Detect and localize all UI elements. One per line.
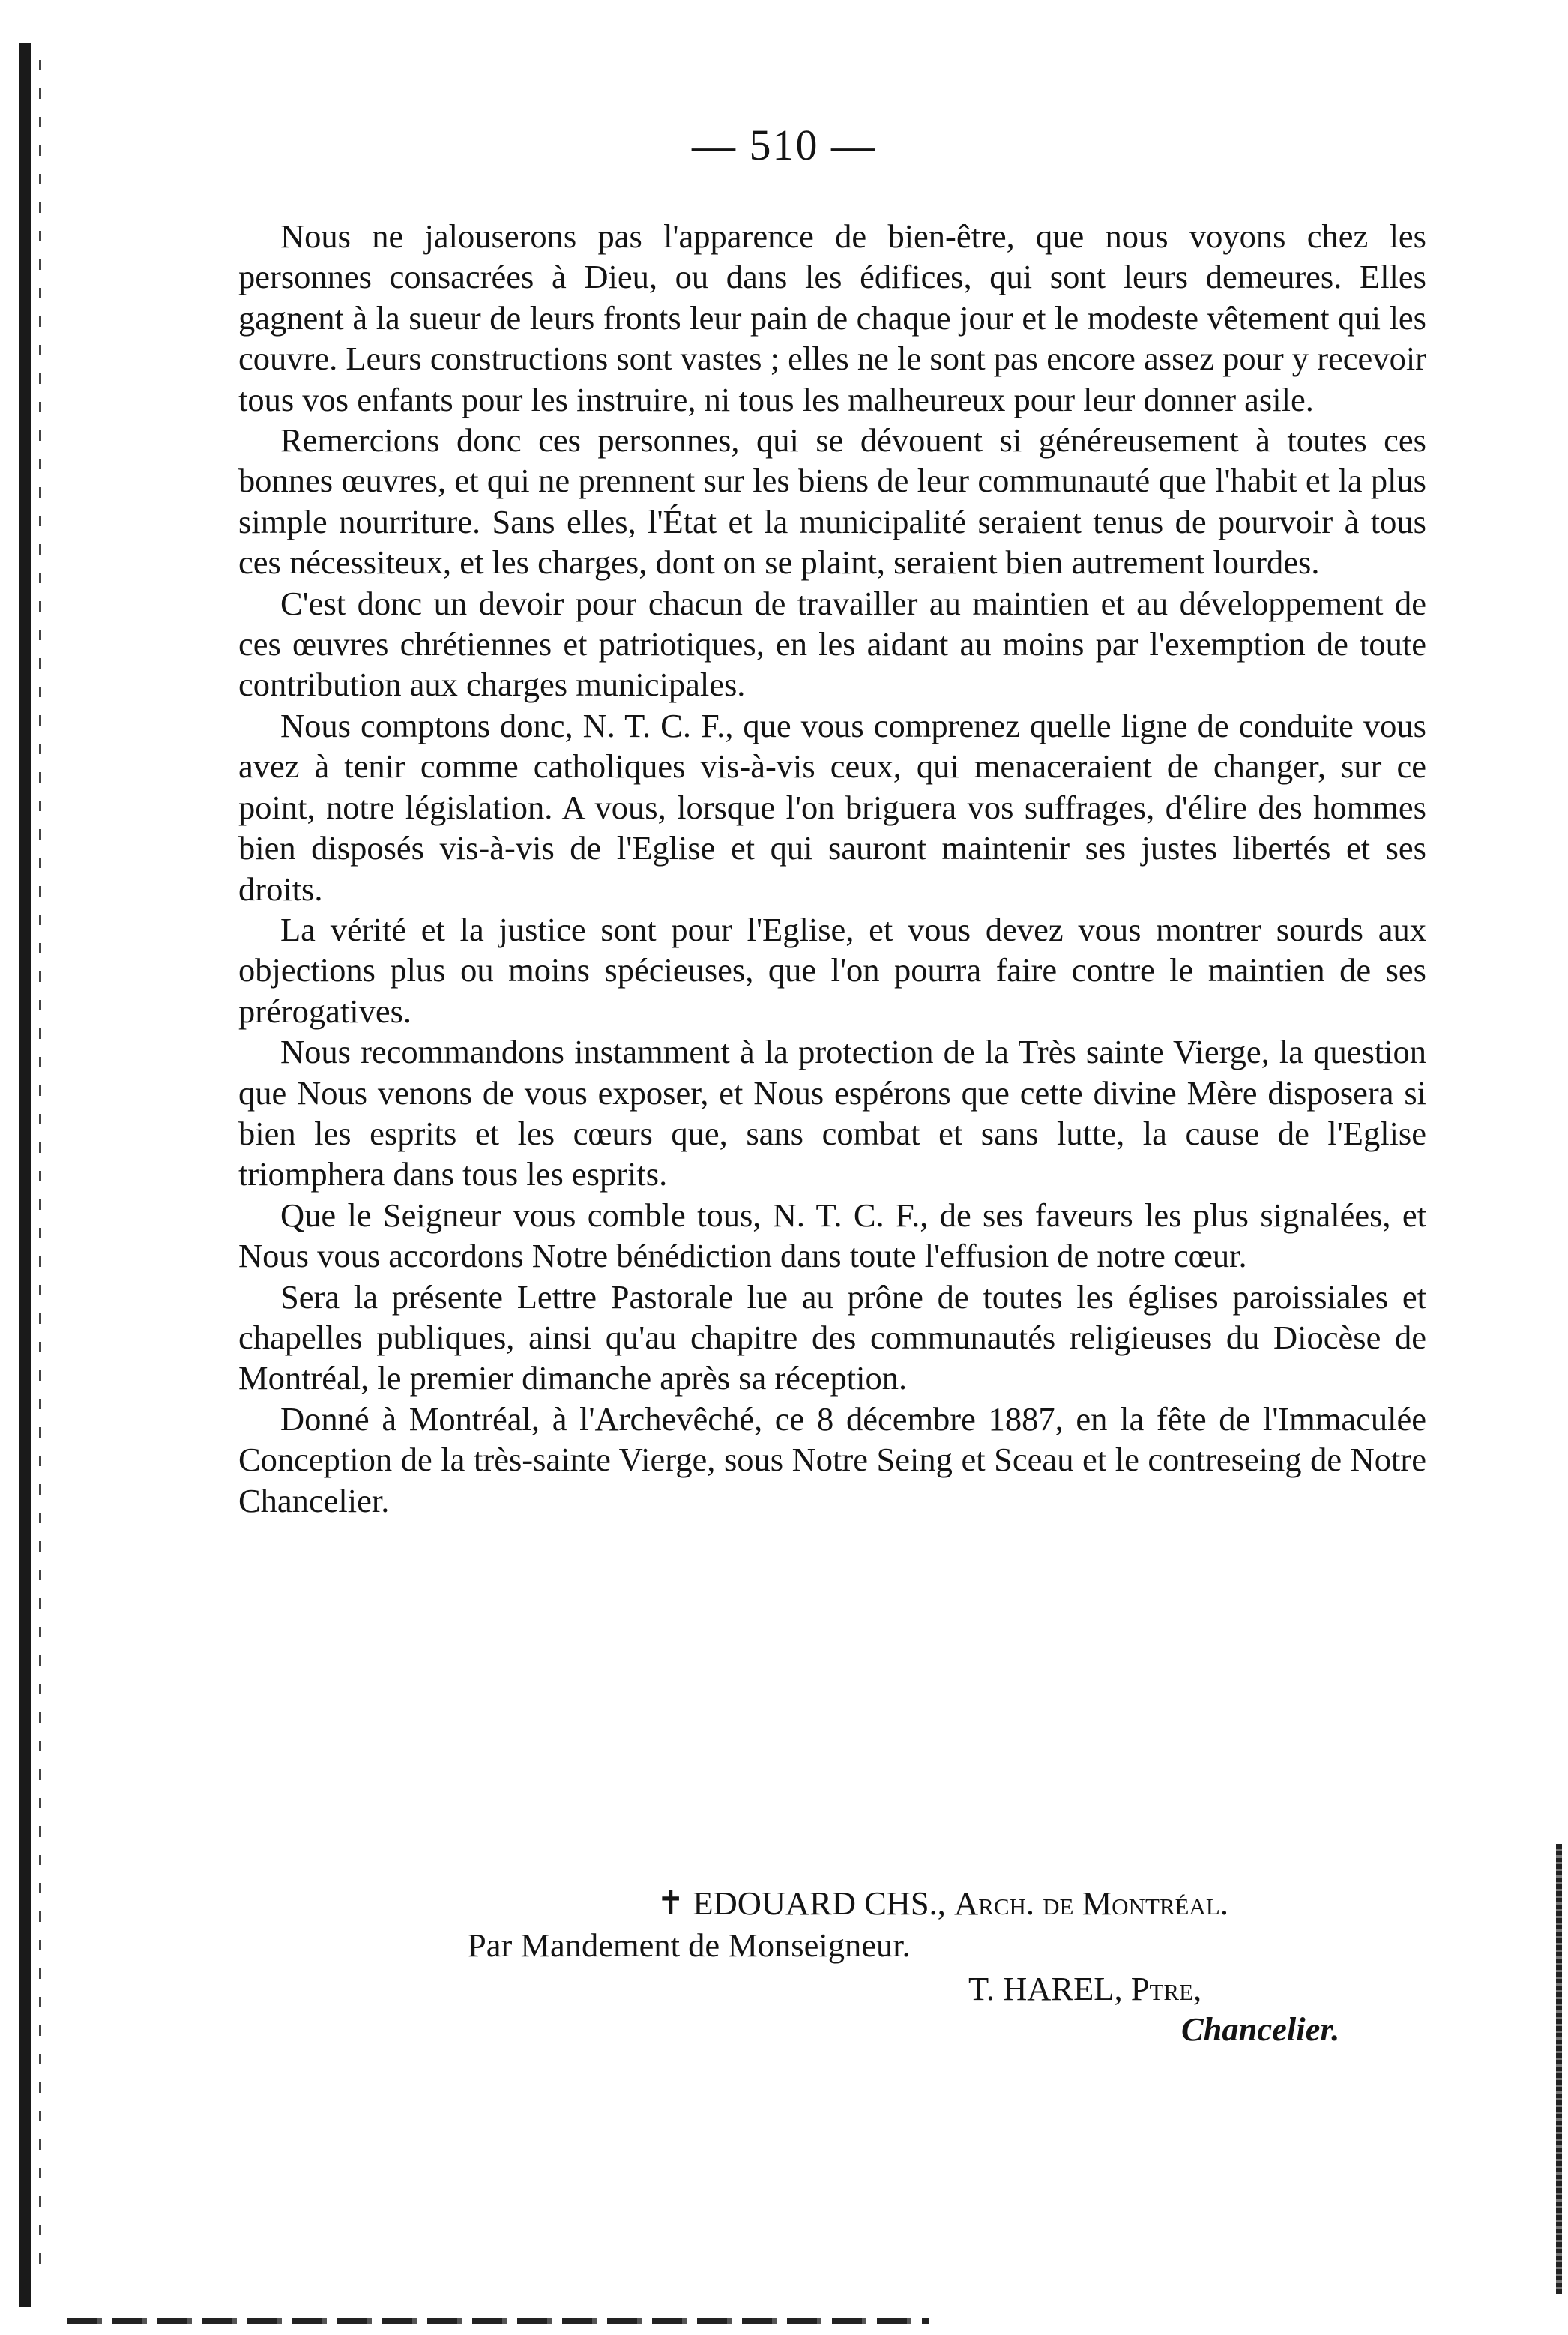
page-number: — 510 — [692,121,876,169]
paragraph: Donné à Montréal, à l'Archevêché, ce 8 décembre 1887, en la fête de l'Immaculée Conception de la très-sainte Vierge, sous Notre Seing et Sceau et le contreseing de Notre Chancelier. [238,1400,1426,1519]
chancellor-signature [968,1968,1201,2009]
archbishop-title: Arch. de Montréal. [954,1884,1228,1922]
paragraph: C'est donc un devoir pour chacun de travailler au maintien et au développement de ces œuvres chrétiennes et patriotiques, en les aidant au moins par l'exemption de toute contribution aux charges municipales. [238,584,1426,704]
paragraph: Nous ne jalouserons pas l'apparence de bien-être, que nous voyons chez les personnes consacrées à Dieu, ou dans les édifices, qui sont leurs demeures. Elles gagnent à la sueur de leurs fronts leur pain de chaque jour et le modeste vêtement qui les couvre. Leurs constructions sont vastes ; elles ne le sont pas encore assez pour y recevoir tous vos enfants pour les instruire, ni tous les malheureux pour leur donner asile. [238,217,1426,418]
paragraph: Que le Seigneur vous comble tous, N. T. C. F., de ses faveurs les plus signalées, et Nous vous accordons Notre bénédiction dans toute l'effusion de notre cœur. [238,1196,1426,1275]
paragraph: La vérité et la justice sont pour l'Eglise, et vous devez vous montrer sourds aux objections plus ou moins spécieuses, que l'on pourra faire contre le maintien de ses prérogatives. [238,910,1426,1030]
chancellor-title: Chancelier. [1181,2010,1340,2048]
paragraph: Nous recommandons instamment à la protection de la Très sainte Vierge, la question que Nous venons de vous exposer, et Nous espérons que cette divine Mère disposera si bien les esprits et les cœurs que, sans combat et sans lutte, la cause de l'Eglise triomphera dans tous les esprits. [238,1033,1426,1193]
letter-body [238,216,1426,1521]
scan-edge-right [1556,1844,1562,2294]
paragraph: Sera la présente Lettre Pastorale lue au prône de toutes les églises paroissiales et chapelles publiques, ainsi qu'au chapitre des communautés religieuses du Diocèse de Montréal, le premier dimanche après sa réception. [238,1277,1426,1397]
paragraph: Nous comptons donc, N. T. C. F., que vous comprenez quelle ligne de conduite vous avez à tenir comme catholiques vis-à-vis ceux, qui menaceraient de changer, sur ce point, notre législation. A vous, lorsque l'on briguera vos suffrages, d'élire des hommes bien disposés vis-à-vis de l'Eglise et qui sauront maintenir ses justes libertés et ses droits. [238,706,1426,908]
scan-edge-left-marks [39,60,41,2279]
scan-edge-bottom [67,2318,929,2324]
mandate-line: Par Mandement de Monseigneur. [468,1926,911,1964]
archbishop-signature [657,1883,1228,1923]
scan-edge-left [19,43,31,2307]
archbishop-name: ✝ EDOUARD CHS., [657,1884,946,1922]
chancellor-name: T. HAREL, [968,1970,1123,2007]
paragraph: Remercions donc ces personnes, qui se dévouent si généreusement à toutes ces bonnes œuvres, et qui ne prennent sur les biens de leur communauté que l'habit et la plus simple nourriture. Sans elles, l'État et la municipalité seraient tenus de pourvoir à tous ces nécessiteux, et les charges, dont on se plaint, seraient bien autrement lourdes. [238,421,1426,582]
chancellor-rank: Ptre, [1130,1970,1202,2007]
